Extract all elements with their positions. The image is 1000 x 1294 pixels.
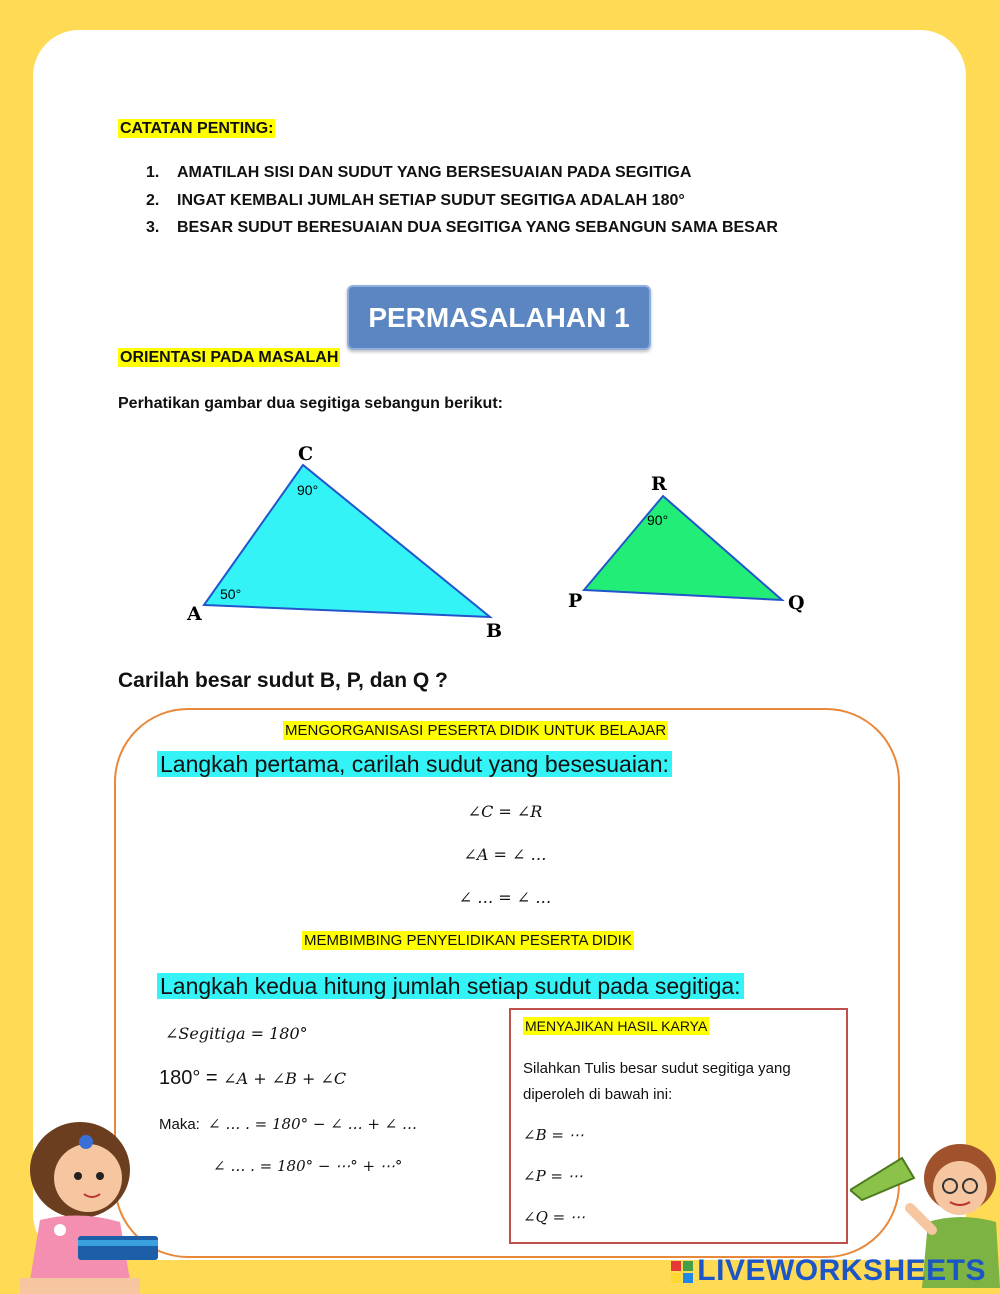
step2-label: Langkah kedua hitung jumlah setiap sudut pada segitiga: bbox=[157, 973, 744, 999]
sum-expression-row bbox=[159, 1067, 346, 1090]
vertex-label-q: Q bbox=[788, 592, 805, 614]
angle-label-a: 50° bbox=[220, 586, 242, 602]
maka-equation-1: ∠ … . = 180° − ∠ … + ∠ … bbox=[208, 1115, 418, 1133]
equation-a-blank: ∠A = ∠ … bbox=[463, 845, 547, 864]
guide-label-text: MEMBIMBING PENYELIDIKAN PESERTA DIDIK bbox=[304, 932, 632, 949]
vertex-label-p: P bbox=[568, 590, 583, 612]
triangle-pqr bbox=[584, 496, 782, 600]
answer-angle-p[interactable]: ∠P = ⋯ bbox=[523, 1167, 583, 1185]
result-label-text: MENYAJIKAN HASIL KARYA bbox=[525, 1018, 708, 1034]
note-number: 1. bbox=[146, 164, 160, 181]
instruction-text: Perhatikan gambar dua segitiga sebangun berikut: bbox=[118, 395, 503, 412]
equation-c-r: ∠C = ∠R bbox=[467, 802, 543, 821]
maka-equation-2: ∠ … . = 180° − ⋯° + ⋯° bbox=[213, 1157, 403, 1175]
answer-angle-q[interactable]: ∠Q = ⋯ bbox=[523, 1208, 585, 1226]
liveworksheets-logo bbox=[671, 1254, 986, 1288]
note-number: 2. bbox=[146, 191, 160, 209]
organize-label bbox=[283, 722, 668, 739]
result-label bbox=[523, 1018, 709, 1034]
equation-blank-blank: ∠ … = ∠ … bbox=[458, 888, 552, 907]
maka-label: Maka: bbox=[159, 1116, 200, 1133]
step1-text bbox=[157, 751, 672, 778]
vertex-label-c: C bbox=[298, 443, 314, 465]
note-number: 3. bbox=[146, 219, 160, 236]
notes-title-text: CATATAN PENTING: bbox=[120, 120, 274, 137]
answer-angle-b[interactable]: ∠B = ⋯ bbox=[523, 1126, 584, 1144]
sum-expression: ∠A + ∠B + ∠C bbox=[223, 1069, 347, 1088]
angle-label-r: 90° bbox=[647, 512, 669, 528]
orientation-label-text: ORIENTASI PADA MASALAH bbox=[120, 349, 339, 366]
problem-title-banner: PERMASALAHAN 1 bbox=[347, 285, 651, 350]
maka-row bbox=[159, 1115, 417, 1133]
vertex-label-a: A bbox=[187, 603, 202, 625]
note-text: INGAT KEMBALI JUMLAH SETIAP SUDUT SEGITIGA ADALAH 180° bbox=[177, 191, 685, 209]
result-instruction: Silahkan Tulis besar sudut segitiga yang diperoleh di bawah ini: bbox=[523, 1060, 791, 1103]
question-text: Carilah besar sudut B, P, dan Q ? bbox=[118, 669, 448, 692]
sum-prefix: 180° = bbox=[159, 1067, 218, 1089]
liveworksheets-logo-icon bbox=[671, 1261, 693, 1283]
angle-label-c: 90° bbox=[297, 482, 319, 498]
liveworksheets-logo-text: LIVEWORKSHEETS bbox=[697, 1254, 986, 1287]
step2-text bbox=[157, 973, 744, 1000]
girl-illustration bbox=[0, 1110, 180, 1294]
vertex-label-r: R bbox=[651, 473, 667, 495]
note-text: BESAR SUDUT BERESUAIAN DUA SEGITIGA YANG SEBANGUN SAMA BESAR bbox=[177, 219, 778, 236]
organize-label-text: MENGORGANISASI PESERTA DIDIK UNTUK BELAJAR bbox=[285, 722, 667, 739]
note-text: AMATILAH SISI DAN SUDUT YANG BERSESUAIAN PADA SEGITIGA bbox=[177, 164, 692, 181]
vertex-label-b: B bbox=[486, 620, 503, 642]
triangle-abc bbox=[204, 465, 490, 617]
triangle-sum-equation: ∠Segitiga = 180° bbox=[165, 1024, 308, 1043]
step1-label: Langkah pertama, carilah sudut yang besesuaian: bbox=[157, 751, 672, 777]
guide-label bbox=[302, 932, 634, 949]
